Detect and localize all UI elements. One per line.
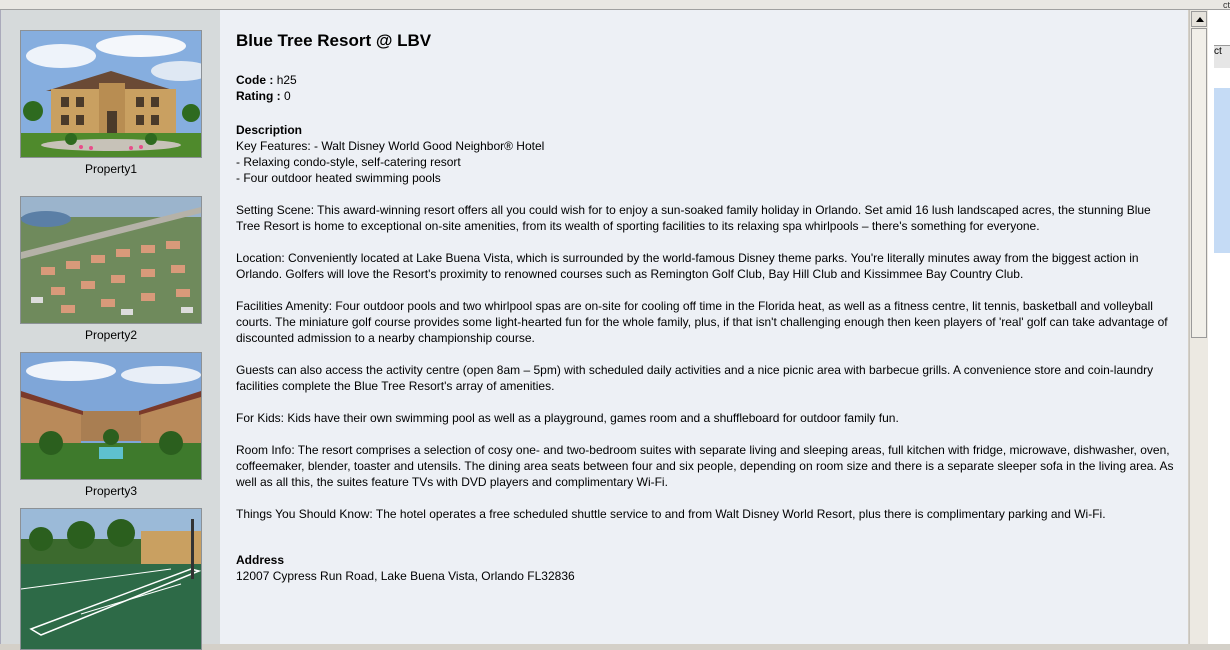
rating-label: Rating : bbox=[236, 89, 281, 103]
address-heading: Address bbox=[236, 553, 285, 567]
description-paragraph: For Kids: Kids have their own swimming pool as well as a playground, games room and a shuffleboard for outdoor family fun. bbox=[236, 411, 899, 425]
window-top-bar bbox=[0, 0, 1230, 10]
gallery-item-3[interactable] bbox=[20, 352, 202, 498]
vertical-scrollbar[interactable] bbox=[1189, 10, 1208, 644]
scrollbar-thumb[interactable] bbox=[1191, 28, 1207, 338]
gallery-caption: Property1 bbox=[84, 162, 138, 176]
background-window-label: ct bbox=[1214, 45, 1230, 68]
gallery-item-4[interactable] bbox=[20, 508, 202, 650]
resort-exterior-photo[interactable] bbox=[20, 30, 202, 158]
description-heading: Description bbox=[236, 123, 303, 137]
description-paragraph: Location: Conveniently located at Lake Buena Vista, which is surrounded by the world-famous Disney theme parks. You're literally minutes away from the biggest action in Orlando. Golfers will love the Resort's proximity to renowned courses such as Remington Golf Club, Bay Hill Club and Kissimmee Bay Country Club. bbox=[236, 251, 1139, 281]
gallery-item-2[interactable] bbox=[20, 196, 202, 342]
aerial-view-photo[interactable] bbox=[20, 196, 202, 324]
property-detail-panel bbox=[0, 10, 1188, 644]
description-paragraph: Things You Should Know: The hotel operates a free scheduled shuttle service to and from Walt Disney World Resort, plus there is complimentary parking and Wi-Fi. bbox=[236, 507, 1106, 521]
description-paragraph: Room Info: The resort comprises a selection of cosy one- and two-bedroom suites with separate living and sleeping areas, full kitchen with fridge, microwave, dishwasher, oven, coffeemaker, blender, toaster and utensils. The dining area seats between four and six people, depending on room size and there is a separate sleeper sofa in the living area. As well as all this, the suites feature TVs with DVD players and complimentary Wi-Fi. bbox=[236, 443, 1174, 489]
background-window-highlight bbox=[1214, 88, 1230, 253]
address-value: 12007 Cypress Run Road, Lake Buena Vista, Orlando FL32836 bbox=[236, 569, 575, 583]
property-rating bbox=[236, 88, 1176, 104]
tennis-court-photo[interactable] bbox=[20, 508, 202, 650]
photo-gallery bbox=[1, 10, 220, 644]
scroll-up-button[interactable] bbox=[1191, 11, 1207, 27]
gallery-caption: Property3 bbox=[84, 484, 138, 498]
page-title: Blue Tree Resort @ LBV bbox=[236, 31, 432, 50]
courtyard-photo[interactable] bbox=[20, 352, 202, 480]
code-value: h25 bbox=[276, 73, 297, 87]
property-code bbox=[236, 72, 1176, 88]
window-corner-label: ct bbox=[1222, 0, 1230, 10]
description-line: - Four outdoor heated swimming pools bbox=[236, 171, 441, 185]
description-paragraph: Setting Scene: This award-winning resort offers all you could wish for to enjoy a sun-soaked family holiday in Orlando. Set amid 16 lush landscaped acres, the stunning Blue Tree Resort is home to exceptional on-site amenities, from its wealth of sporting facilities to its relaxing spa whirlpools – there's something for everyone. bbox=[236, 203, 1151, 233]
description-paragraph: Guests can also access the activity centre (open 8am – 5pm) with scheduled daily activities and a nice picnic area with barbecue grills. A convenience store and coin-laundry facilities complete the Blue Tree Resort's array of amenities. bbox=[236, 363, 1154, 393]
background-window-strip bbox=[1208, 10, 1230, 644]
gallery-item-1[interactable] bbox=[20, 30, 202, 176]
gallery-caption: Property2 bbox=[84, 328, 138, 342]
rating-value: 0 bbox=[284, 89, 291, 103]
description-line: Key Features: - Walt Disney World Good Neighbor® Hotel bbox=[236, 139, 545, 153]
description-paragraph: Facilities Amenity: Four outdoor pools and two whirlpool spas are on-site for cooling off time in the Florida heat, as well as a fitness centre, lit tennis, basketball and volleyball courts. The miniature golf course provides some light-hearted fun for the whole family, plus, if that isn't challenging enough then keen players of 'real' golf can take advantage of discounted admission to a nearby championship course. bbox=[236, 299, 1168, 345]
description-line: - Relaxing condo-style, self-catering resort bbox=[236, 155, 461, 169]
property-details bbox=[236, 30, 1176, 584]
code-label: Code : bbox=[236, 73, 274, 87]
